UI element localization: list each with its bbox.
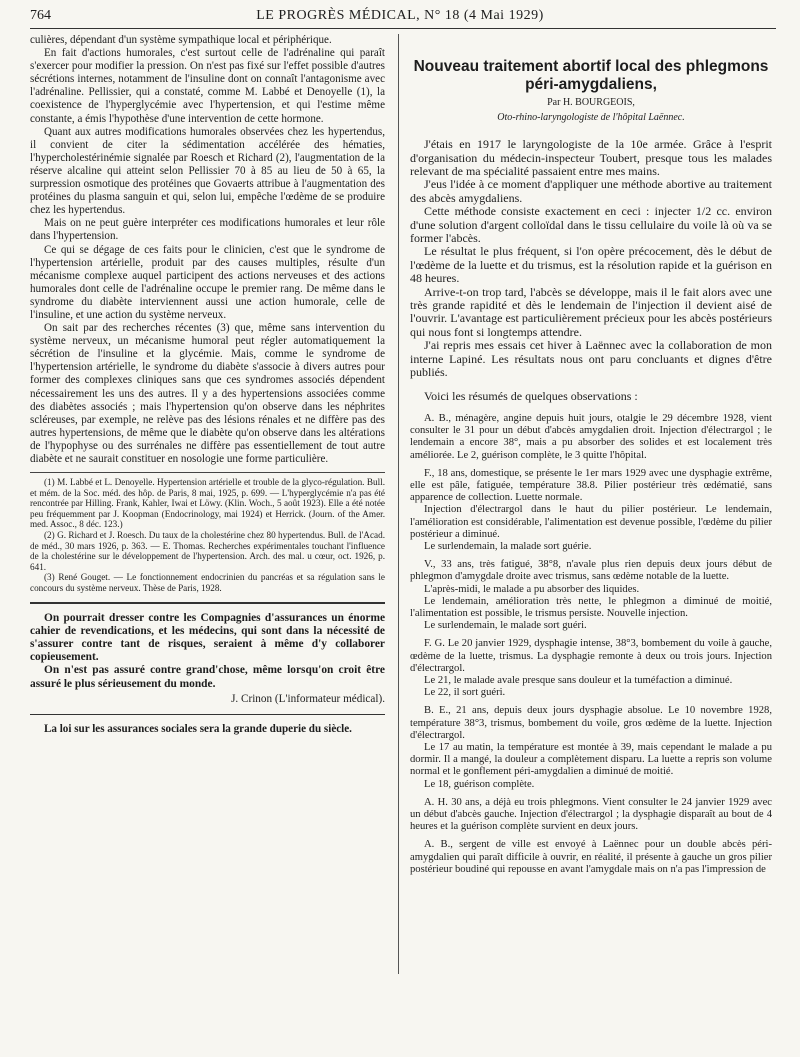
observations-list (410, 413, 772, 876)
body-paragraph: Cette méthode consiste exactement en ceci : injecter 1/2 cc. environ d'une solution d'argent colloïdal dans le tissu cellulaire du voile là où va se former l'abcès. (410, 204, 772, 246)
observation-line: A. H. 30 ans, a déjà eu trois phlegmons. Vient consulter le 24 janvier 1929 avec un début d'abcès gauche. Injection d'électrargol ; la dysphagie disparaît au bout de 4 heures et la guérison complète survient en deux jours. (410, 796, 772, 833)
observation-line: Le surlendemain, la malade sort guérie. (424, 540, 592, 552)
observation-line: Le 21, le malade avale presque sans douleur et la tuméfaction a diminué. (424, 674, 733, 686)
footnote: (2) G. Richard et J. Roesch. Du taux de la cholestérine chez 80 hypertendus. Bull. de l'Acad. de méd., 30 mars 1926, p. 363. — E. Thomas. Recherches expérimentales touchant l'influence de la cholestérine sur le développement de l'hypertension. Arch. des mal. u cœur, oct. 1926, p. 641. (30, 530, 385, 572)
body-paragraph: J'ai repris mes essais cet hiver à Laënnec avec la collaboration de mon interne Lapiné. Les résultats nous ont paru concluants et dignes d'être publiés. (410, 338, 772, 380)
running-head: LE PROGRÈS MÉDICAL, N° 18 (4 Mai 1929) (256, 8, 544, 23)
body-paragraph: Le résultat le plus fréquent, si l'on opère précocement, dès le début de l'œdème de la luette et du trismus, est la résolution rapide et la guérison en 48 heures. (410, 244, 772, 286)
column-divider (398, 34, 399, 974)
notice-signature: J. Crinon (L'informateur médical). (231, 692, 385, 705)
observation-line: F., 18 ans, domestique, se présente le 1er mars 1929 avec une dysphagie extrême, elle est pâle, fatiguée, température 38.8. Pilier postérieur très œdématié, sans apparence de collection. Luette normale. (410, 467, 772, 504)
body-paragraph: Ce qui se dégage de ces faits pour le clinicien, c'est que le syndrome de l'hypertension artérielle, produit par des causes multiples, résulte d'un mécanisme complexe auquel participent des actions nerveuses et des actions humorales dont celle de l'adrénaline occupe le premier rang. De même dans le syndrome du diabète interviennent aussi une action humorale, celle de l'insuline, et une action du système nerveux. (30, 243, 385, 321)
footnote: (1) M. Labbé et L. Denoyelle. Hypertension artérielle et trouble de la glyco-régulation. Bull. et mém. de la Soc. méd. des hôp. de Paris, 8 mai, 1925, p. 699. — L'hyperglycémie n'a pas été rencontrée par Hilling. Frank, Kahler, Iwai et Löwy. (Klin. Woch., 5 août 1923). Elle a été notée peu fréquemment par J. Koopman (Endocrinology, mai 1924) et Herrick. (Journ. of the Amer. med. Assoc., 8 déc. 123.) (30, 477, 385, 530)
body-paragraph: J'étais en 1917 le laryngologiste de la 10e armée. Grâce à l'esprit d'organisation du médecin-inspecteur Toubert, presque tous les malades relevant de ma spécialité passaient entre mes mains. (410, 137, 772, 178)
page-header (0, 0, 800, 28)
notice-paragraph: On pourrait dresser contre les Compagnies d'assurances un énorme cahier de revendications, et les médecins, qui sont dans la nécessité de s'assurer contre tant de risques, seraient à même d'y collaborer copieusement. (30, 611, 385, 664)
observation-line: Le surlendemain, le malade sort guéri. (424, 620, 587, 632)
right-column (410, 34, 772, 876)
footnote: (3) René Gouget. — Le fonctionnement endocrinien du pancréas et sa régulation sans le concours du système nerveux. Thèse de Paris, 1928. (30, 572, 385, 594)
footnote-rule (30, 472, 385, 473)
body-paragraph: On sait par des recherches récentes (3) que, même sans intervention du système nerveux, un mécanisme humoral peut régler automatiquement la sécrétion de l'insuline et la glycémie. Mais, comme le syndrome de l'hypertension artérielle, le syndrome du diabète s'associe à divers autres pour former des complexes cliniques sans que ces syndromes associés dépendent nécessairement les uns des autres. Il y a des hypertensions associées comme des diabètes associés ; mais l'hypertension qu'on observe dans les néphrites scléreuses, par exemple, ne relève pas des lésions rénales et ne diffère pas des autres hypertensions, de même que le diabète qu'on observe dans les altérations de l'hypophyse ou des surrénales ne diffère pas essentiellement de tout autre diabète et ne saurait constituer en nosologie une forme particulière. (30, 322, 385, 465)
header-rule (30, 28, 776, 29)
section-rule (30, 714, 385, 715)
body-paragraph: Quant aux autres modifications humorales observées chez les hypertendus, il convient de citer la sédimentation accélérée des hématies, l'hypercholestérinémie signalée par Roesch et Richard (2), l'augmentation de la réserve alcaline qui atteint selon Pellissier 70 à 85 au lieu de 50 à 65, la surpression osmotique des protéines que Govaerts attribue à l'augmentation des protéines du plasma sanguin et qui, selon lui, empêche l'œdème de se produire chez les hypertendus. (30, 125, 385, 217)
article-body (410, 138, 772, 413)
observation-line: A. B., ménagère, angine depuis huit jours, otalgie le 29 décembre 1928, vient consulter le 31 pour un début d'abcès amygdalien droit. Injection d'électrargol ; le lendemain a encore 38°, mais a pu absorber des solides et est localement très améliorée. Le 2, guérison complète, le 3 quitte l'hôpital. (410, 412, 772, 461)
body-paragraph: Arrive-t-on trop tard, l'abcès se développe, mais il le fait alors avec une très grande rapidité et dès le lendemain de l'injection il devient aisé de l'ouvrir. L'avantage est particulièrement précieux pour les abcès postérieurs qui nous font si longtemps attendre. (410, 284, 772, 339)
body-paragraph: En fait d'actions humorales, c'est surtout celle de l'adrénaline qui paraît s'exercer pour modifier la pression. On n'est pas fixé sur l'effet possible d'autres sécrétions internes, notamment de l'insuline dont on connaît l'antagonisme avec l'adrénaline. Pellissier, qui a constaté, comme M. Labbé et Denoyelle (1), la coexistence de l'hyperglycémie avec l'hypertension, et qui l'estime même constante, a émis l'hypothèse d'une intervention de cette hormone. (30, 47, 385, 125)
observation-line: A. B., sergent de ville est envoyé à Laënnec pour un double abcès péri-amygdalien qui paraît difficile à ouvrir, en réalité, il présente à gauche un gros pilier postérieur boudiné qui repousse en avant l'amygdale mais on n'a pas l'impression de (410, 839, 772, 875)
observation-line: B. E., 21 ans, depuis deux jours dysphagie absolue. Le 10 novembre 1928, température 38°3, trismus, bombement du voile, gros œdème de la luette. Injection d'électrargol. (410, 705, 772, 741)
observation-line: Injection d'électrargol dans le haut du pilier postérieur. Le lendemain, l'amélioration est considérable, l'alimentation est devenue possible, l'œdème du pilier postérieur a diminué. (410, 504, 772, 540)
body-paragraph: culières, dépendant d'un système sympathique local et périphérique. (30, 34, 332, 46)
observation-line: V., 33 ans, très fatigué, 38°8, n'avale plus rien depuis deux jours début de phlegmon d'amygdale droite avec trismus, sans œdème notable de la luette. (410, 559, 772, 583)
observation-line: Le 17 au matin, la température est montée à 39, mais cependant le malade a pu dormir. Il a mangé, la douleur a complètement disparu. La luette a repris son volume normal et le gonflement péri-amygdalien a diminué de moitié. (410, 741, 772, 778)
closing-remark: La loi sur les assurances sociales sera la grande duperie du siècle. (44, 722, 352, 735)
page-number: 764 (30, 8, 51, 23)
observation-line: Le lendemain, amélioration très nette, le phlegmon a diminué de moitié, l'alimentation est possible, le trismus persiste. Nouvelle injection. (410, 595, 772, 619)
article-affiliation: Oto-rhino-laryngologiste de l'hôpital Laënnec. (497, 112, 685, 124)
insurance-notice (30, 612, 385, 706)
notice-paragraph: On n'est pas assuré contre grand'chose, même lorsqu'on croit être assuré le plus sérieusement du monde. (30, 664, 385, 690)
observation-line: F. G. Le 20 janvier 1929, dysphagie intense, 38°3, bombement du voile à gauche, œdème de la luette, trismus. La dysphagie remonte à deux ou trois jours. Injection d'électrargol. (410, 638, 772, 674)
section-rule (30, 602, 385, 604)
body-paragraph: Mais on ne peut guère interpréter ces modifications humorales et leur rôle dans l'hypertension. (30, 217, 385, 243)
left-column (30, 34, 385, 736)
observation-line: Le 18, guérison complète. (424, 778, 535, 790)
article-title: Nouveau traitement abortif local des phlegmons péri-amygdaliens, (413, 58, 769, 93)
observation-line: Le 22, il sort guéri. (424, 687, 506, 699)
observation-line: L'après-midi, le malade a pu absorber des liquides. (424, 583, 640, 595)
observations-intro: Voici les résumés de quelques observations : (424, 388, 638, 403)
body-paragraph: J'eus l'idée à ce moment d'appliquer une méthode abortive au traitement des abcès amygdaliens. (410, 177, 772, 205)
article-byline: Par H. BOURGEOIS, (547, 97, 635, 108)
